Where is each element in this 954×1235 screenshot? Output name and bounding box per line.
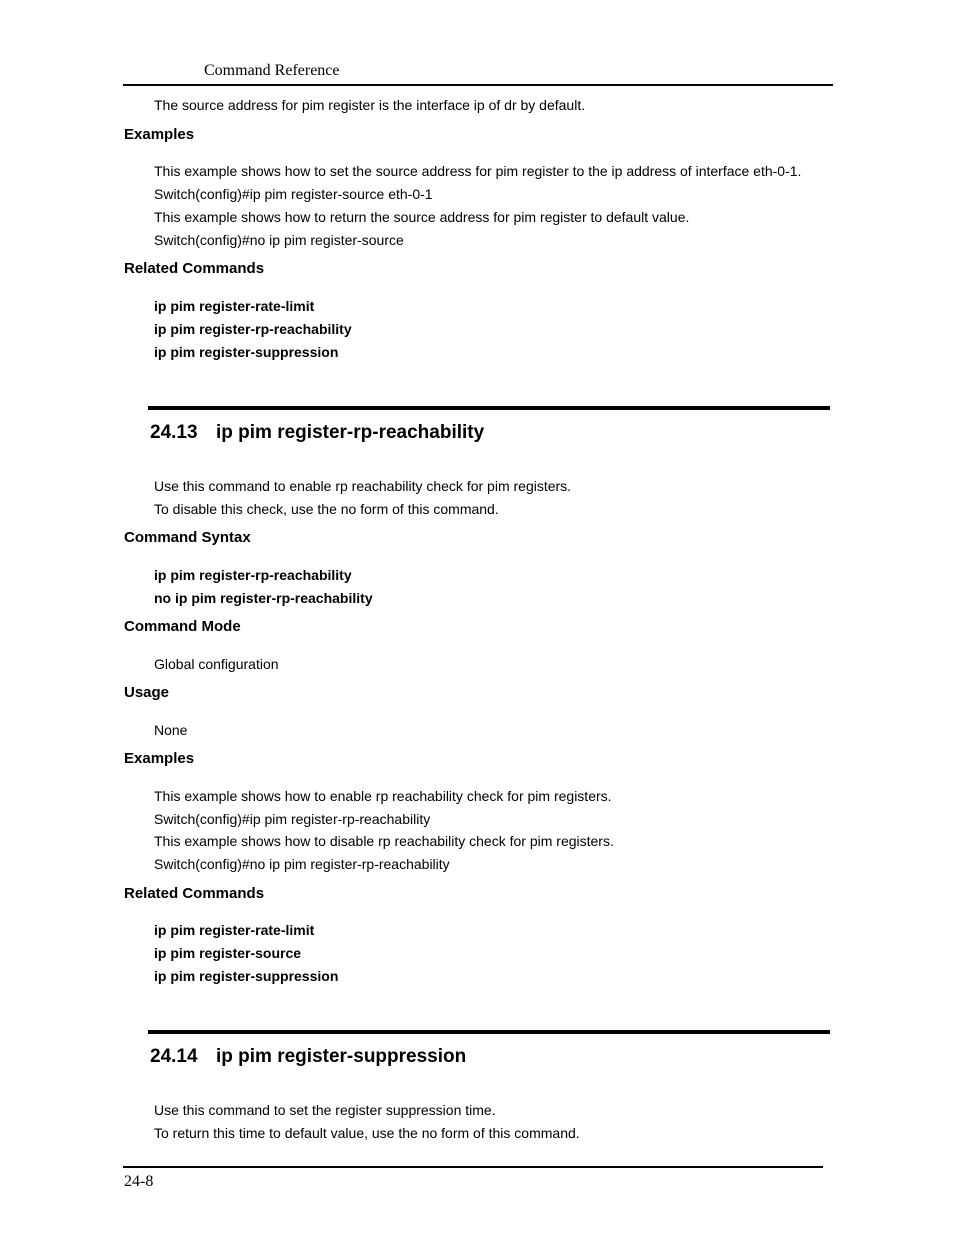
- command-mode-heading: Command Mode: [124, 618, 241, 635]
- page-number: 24-8: [124, 1173, 154, 1190]
- default-source-text: The source address for pim register is the interface ip of dr by default.: [154, 97, 586, 113]
- examples-heading: Examples: [124, 750, 195, 767]
- example-line: This example shows how to set the source address for pim register to the ip address of interface eth-0-1.: [154, 163, 802, 179]
- related-command: ip pim register-source: [154, 945, 302, 961]
- description-line: To disable this check, use the no form of this command.: [154, 501, 499, 517]
- usage-value: None: [154, 722, 188, 738]
- description-line: Use this command to enable rp reachability check for pim registers.: [154, 478, 572, 494]
- header-rule: [123, 84, 833, 86]
- examples-heading: Examples: [124, 126, 195, 143]
- section-heading-24-14: [150, 1046, 466, 1068]
- section-title: ip pim register-suppression: [216, 1046, 467, 1067]
- section-number: 24.13: [150, 422, 198, 443]
- example-line: This example shows how to return the source address for pim register to default value.: [154, 209, 690, 225]
- command-syntax-heading: Command Syntax: [124, 529, 251, 546]
- related-command: ip pim register-rp-reachability: [154, 321, 352, 337]
- usage-heading: Usage: [124, 684, 170, 701]
- example-line: This example shows how to disable rp reachability check for pim registers.: [154, 833, 614, 849]
- related-command: ip pim register-suppression: [154, 344, 339, 360]
- syntax-line: no ip pim register-rp-reachability: [154, 590, 373, 606]
- section-rule: [148, 1030, 830, 1034]
- description-line: Use this command to set the register suppression time.: [154, 1102, 496, 1118]
- section-number: 24.14: [150, 1046, 198, 1067]
- section-rule: [148, 406, 830, 410]
- command-mode-value: Global configuration: [154, 656, 279, 672]
- example-line: Switch(config)#ip pim register-source eth-0-1: [154, 186, 433, 202]
- related-command: ip pim register-suppression: [154, 968, 339, 984]
- related-commands-heading: Related Commands: [124, 885, 265, 902]
- example-line: Switch(config)#no ip pim register-rp-reachability: [154, 856, 450, 872]
- example-line: Switch(config)#no ip pim register-source: [154, 232, 404, 248]
- description-line: To return this time to default value, use the no form of this command.: [154, 1125, 580, 1141]
- section-heading-24-13: [150, 422, 484, 444]
- section-title: ip pim register-rp-reachability: [216, 422, 485, 443]
- example-line: This example shows how to enable rp reachability check for pim registers.: [154, 788, 612, 804]
- example-line: Switch(config)#ip pim register-rp-reachability: [154, 811, 431, 827]
- related-command: ip pim register-rate-limit: [154, 298, 315, 314]
- related-commands-heading: Related Commands: [124, 260, 265, 277]
- footer-rule: [123, 1166, 823, 1168]
- related-command: ip pim register-rate-limit: [154, 922, 315, 938]
- syntax-line: ip pim register-rp-reachability: [154, 567, 352, 583]
- running-header: Command Reference: [204, 62, 340, 79]
